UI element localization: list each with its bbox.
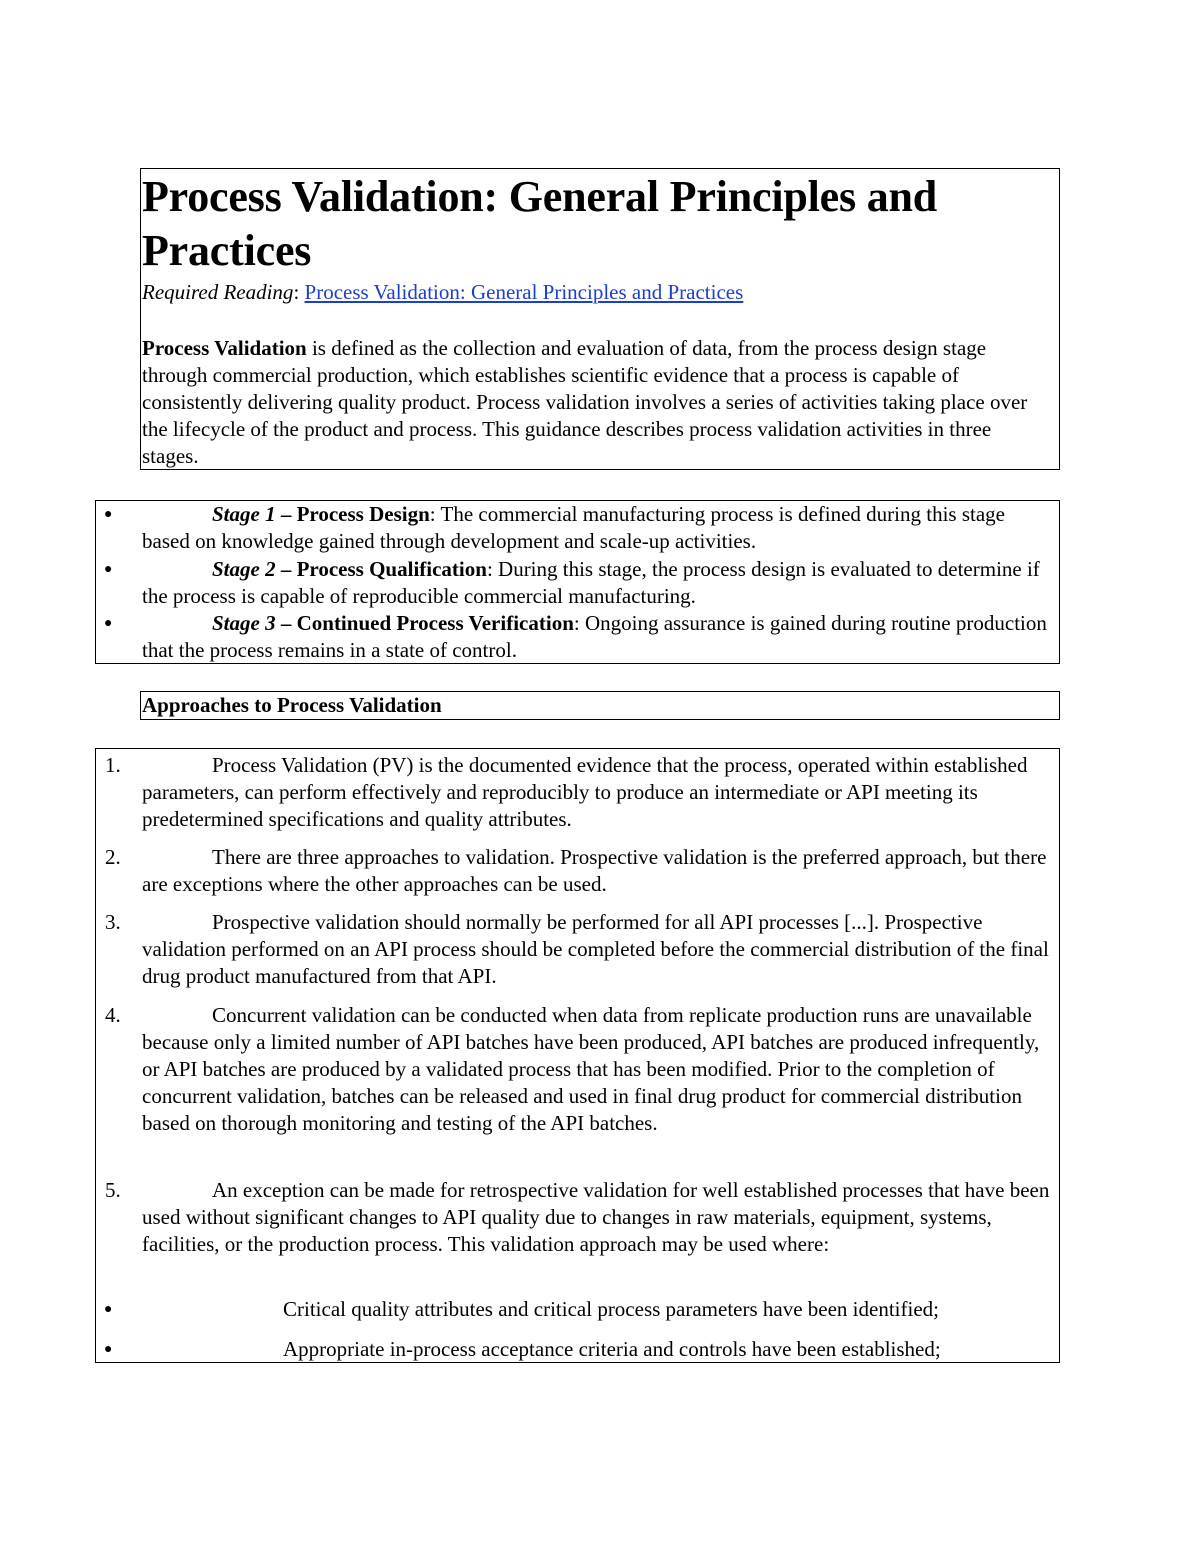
stage-label: Stage 2 <box>212 557 276 581</box>
sub-bullet-item: Critical quality attributes and critical process parameters have been identified; <box>283 1297 939 1321</box>
required-reading-label: Required Reading <box>142 280 294 304</box>
bullet-icon: ● <box>104 1302 113 1317</box>
stage-label: Stage 1 <box>212 502 276 526</box>
list-number: 5. <box>105 1178 121 1202</box>
list-number: 1. <box>105 753 121 777</box>
stage-item <box>142 556 1052 610</box>
list-number: 3. <box>105 910 121 934</box>
list-number: 2. <box>105 845 121 869</box>
list-item-text: Process Validation (PV) is the documented evidence that the process, operated within established parameters, can perform effectively and reproducibly to produce an intermediate or API meeting its predetermined specifications and quality attributes. <box>142 753 1028 831</box>
stage-dash: – <box>275 557 297 581</box>
list-item <box>142 752 1057 833</box>
required-reading-line <box>142 279 1052 305</box>
stage-dash: – <box>275 502 297 526</box>
required-reading-link[interactable]: Process Validation: General Principles and Practices <box>304 280 744 304</box>
stage-text: : During this stage, the process design is evaluated to determine if the process is capable of reproducible commercial manufacturing. <box>142 557 1040 608</box>
list-item <box>142 909 1057 990</box>
intro-text: is defined as the collection and evaluation of data, from the process design stage through commercial production, which establishes scientific evidence that a process is capable of consistently delivering quality product. Process validation involves a series of activities taking place over the lifecycle of the product and process. This guidance describes process validation activities in three stages. <box>142 336 1028 468</box>
intro-paragraph <box>142 335 1047 470</box>
stage-name: Continued Process Verification <box>296 611 574 635</box>
page-title: Process Validation: General Principles and Practices <box>142 172 938 275</box>
list-item <box>142 844 1057 898</box>
stage-dash: – <box>275 611 297 635</box>
stage-item <box>142 610 1052 664</box>
list-item <box>142 1002 1057 1137</box>
stage-name: Process Design <box>296 502 430 526</box>
stage-text: : The commercial manufacturing process is defined during this stage based on knowledge gained through development and scale-up activities. <box>142 502 1005 553</box>
list-item <box>142 1177 1057 1258</box>
bullet-icon: ● <box>104 562 113 577</box>
stage-name: Process Qualification <box>296 557 487 581</box>
bullet-icon: ● <box>104 507 113 522</box>
sub-bullet-item: Appropriate in-process acceptance criteria and controls have been established; <box>283 1337 941 1361</box>
required-reading-colon: : <box>293 280 300 304</box>
list-number: 4. <box>105 1003 121 1027</box>
bullet-icon: ● <box>104 616 113 631</box>
stage-text: : Ongoing assurance is gained during routine production that the process remains in a state of control. <box>142 611 1047 662</box>
intro-term: Process Validation <box>142 336 307 360</box>
list-item-text: Prospective validation should normally be performed for all API processes [...]. Prospective validation performed on an API process should be completed before the commercial distribution of the final drug product manufactured from that API. <box>142 910 1049 988</box>
list-item-text: There are three approaches to validation. Prospective validation is the preferred approach, but there are exceptions where the other approaches can be used. <box>142 845 1047 896</box>
section-heading: Approaches to Process Validation <box>142 693 442 717</box>
stage-label: Stage 3 <box>212 611 276 635</box>
stage-item <box>142 501 1052 555</box>
list-item-text: Concurrent validation can be conducted when data from replicate production runs are unavailable because only a limited number of API batches have been produced, API batches are produced infrequently, or API batches are produced by a validated process that has been modified. Prior to the completion of concurrent validation, batches can be released and used in final drug product for commercial distribution based on thorough monitoring and testing of the API batches. <box>142 1003 1040 1135</box>
list-item-text: An exception can be made for retrospective validation for well established processes that have been used without significant changes to API quality due to changes in raw materials, equipment, systems, facilities, or the production process. This validation approach may be used where: <box>142 1178 1050 1256</box>
bullet-icon: ● <box>104 1342 113 1357</box>
